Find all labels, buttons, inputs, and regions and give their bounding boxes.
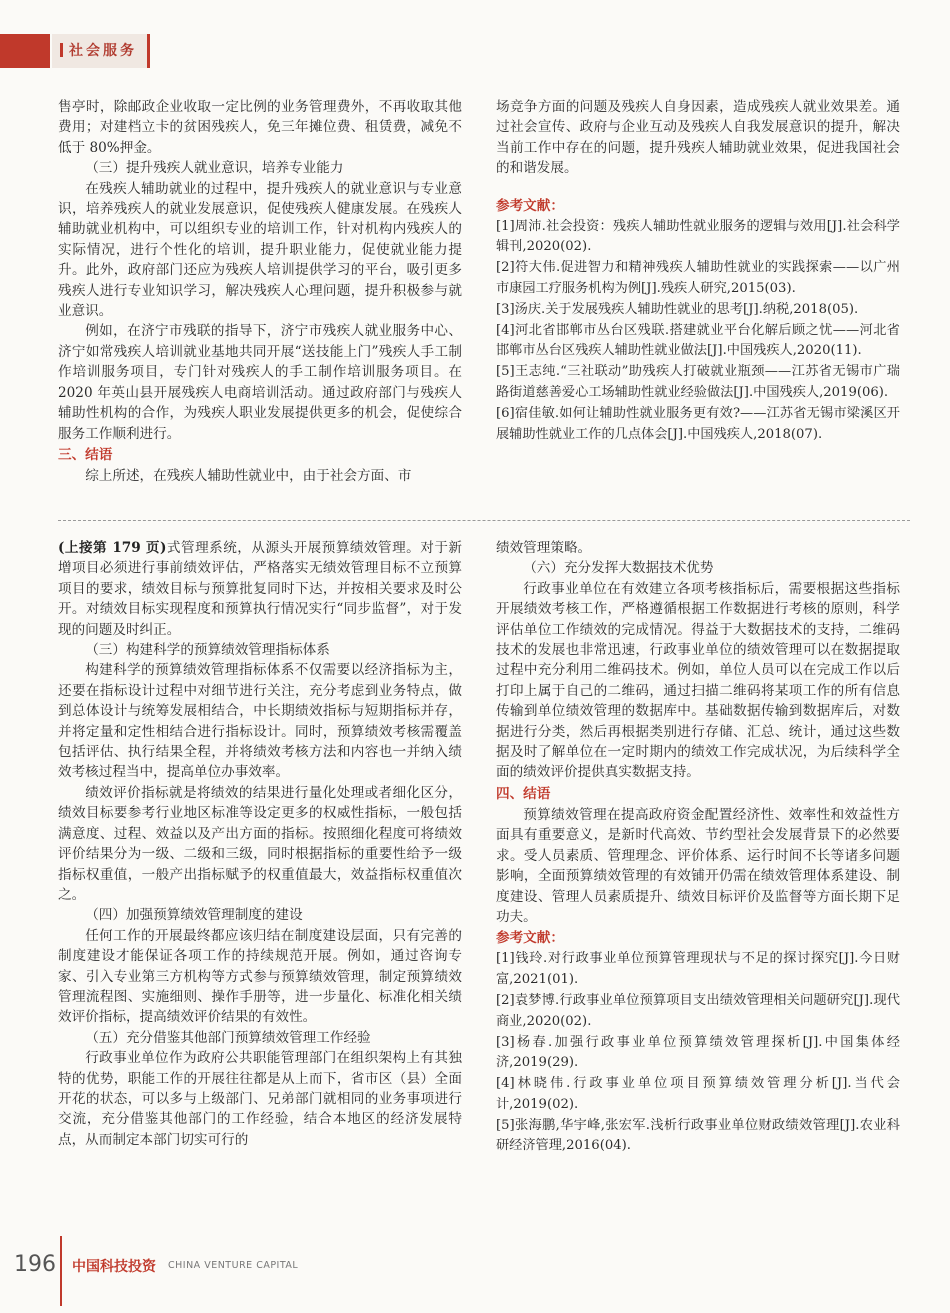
paragraph: 行政事业单位作为政府公共职能管理部门在组织架构上有其独特的优势，职能工作的开展往往都是从上而下，省市区（县）全面开花的状态，可以多与上级部门、兄弟部门就相同的业务事项进行交流，充分借鉴其他部门的工作经验，结合本地区的经济发展特点，从而制定本部门切实可行的 — [58, 1050, 462, 1148]
subheading: （三）提升残疾人就业意识，培养专业能力 — [85, 160, 344, 177]
paragraph: 售亭时，除邮政企业收取一定比例的业务管理费外，不再收取其他费用；对建档立卡的贫困残疾人，免三年摊位费、租赁费，减免不低于 80%押金。 — [58, 99, 462, 156]
subheading: （六）充分发挥大数据技术优势 — [523, 560, 714, 577]
reference-item: [5]张海鹏,华宇峰,张宏军.浅析行政事业单位财政绩效管理[J].农业科研经济管理,2016(04). — [496, 1117, 900, 1154]
paragraph: 绩效管理策略。 — [496, 540, 592, 556]
top-right-column — [496, 97, 900, 445]
top-left-column — [58, 97, 462, 486]
paragraph: 综上所述，在残疾人辅助性就业中，由于社会方面、市 — [85, 467, 412, 484]
reference-item: [1]周沛.社会投资：残疾人辅助性就业服务的逻辑与效用[J].社会科学辑刊,2020(02). — [496, 218, 900, 255]
continuation-label: (上接第 179 页) — [58, 540, 167, 556]
subheading: （四）加强预算绩效管理制度的建设 — [85, 907, 303, 924]
bottom-left-column — [58, 538, 462, 1150]
reference-item: [4]河北省邯郸市丛台区残联.搭建就业平台化解后顾之忧——河北省邯郸市丛台区残疾人辅助性就业做法[J].中国残疾人,2020(11). — [496, 322, 900, 359]
subheading: （三）构建科学的预算绩效管理指标体系 — [85, 642, 330, 659]
reference-item: [3]汤庆.关于发展残疾人辅助性就业的思考[J].纳税,2018(05). — [496, 301, 859, 317]
paragraph: 场竞争方面的问题及残疾人自身因素，造成残疾人就业效果差。通过社会宣传、政府与企业互动及残疾人自我发展意识的提升，解决当前工作中存在的问题，提升残疾人辅助就业效果，促进我国社会的和谐发展。 — [496, 99, 900, 177]
bottom-right-column — [496, 538, 900, 1157]
paragraph: 例如，在济宁市残联的指导下，济宁市残疾人就业服务中心、济宁如常残疾人培训就业基地共同开展“送技能上门”残疾人手工制作培训服务项目，专门针对残疾人的手工制作培训服务项目。在 2020 年英山县开展残疾人电商培训活动。通过政府部门与残疾人辅助性机构的合作，为残疾人职业发展提供更多的机会，促使综合服务工作顺利进行。 — [58, 323, 462, 442]
reference-item: [4]林晓伟.行政事业单位项目预算绩效管理分析[J].当代会计,2019(02). — [496, 1076, 900, 1112]
paragraph: 在残疾人辅助就业的过程中，提升残疾人的就业意识与专业意识，培养残疾人的就业发展意识，促使残疾人健康发展。在残疾人辅助就业机构中，可以组织专业的培训工作，针对机构内残疾人的实际情况，进行个性化的培训，提升职业能力，促使就业能力提升。此外，政府部门还应为残疾人培训提供学习的平台，吸引更多残疾人进行专业知识学习，解决残疾人心理问题，提升积极参与就业意识。 — [58, 180, 462, 320]
subheading: （五）充分借鉴其他部门预算绩效管理工作经验 — [85, 1029, 371, 1046]
section-label: 社会服务 — [52, 34, 150, 68]
reference-item: [6]宿佳敏.如何让辅助性就业服务更有效?——江苏省无锡市梁溪区开展辅助性就业工作的几点体会[J].中国残疾人,2018(07). — [496, 405, 900, 442]
reference-item: [1]钱玲.对行政事业单位预算管理现状与不足的探讨探究[J].今日财富,2021(01). — [496, 951, 900, 988]
reference-item: [2]符大伟.促进智力和精神残疾人辅助性就业的实践探索——以广州市康园工疗服务机构为例[J].残疾人研究,2015(03). — [496, 260, 900, 297]
paragraph: 预算绩效管理在提高政府资金配置经济性、效率性和效益性方面具有重要意义，是新时代高效、节约型社会发展背景下的必然要求。受人员素质、管理理念、评价体系、运行时间不长等诸多问题影响，全面预算绩效管理的有效铺开仍需在绩效管理体系建设、制度建设、管理人员素质提升、绩效目标评价及监督等方面长期下足功夫。 — [496, 806, 900, 925]
article-divider — [58, 520, 910, 521]
paragraph-text: 式管理系统，从源头开展预算绩效管理。对于新增项目必须进行事前绩效评估，严格落实无绩效管理目标不立预算项目的要求，绩效目标与预算批复同时下达，并按相关要求及时公开。对绩效目标实现程度和预算执行情况实行“同步监督”，对于发现的问题及时纠正。 — [58, 540, 462, 638]
reference-item: [3]杨春.加强行政事业单位预算绩效管理探析[J].中国集体经济,2019(29). — [496, 1034, 900, 1071]
journal-name: 中国科技投资 — [72, 1259, 156, 1275]
references-title: 参考文献： — [496, 930, 564, 947]
paragraph: 绩效评价指标就是将绩效的结果进行量化处理或者细化区分，绩效目标要参考行业地区标准等设定更多的权威性指标，一般包括满意度、过程、效益以及产出方面的指标。按照细化程度可将绩效评价结果分为一级、二级和三级，同时根据指标的重要性给予一级指标权重值，一般产出指标赋予的权重值最大，效益指标权重值次之。 — [58, 784, 462, 903]
header-color-block — [0, 34, 50, 68]
paragraph: 行政事业单位在有效建立各项考核指标后，需要根据这些指标开展绩效考核工作，严格遵循根据工作数据进行考核的原则，科学评估单位工作绩效的完成情况。得益于大数据技术的支持，二维码技术的发展也非常迅速，行政事业单位的绩效管理可以在数据提取过程中充分利用二维码技术。例如，单位人员可以在完成工作以后打印上属于自己的二维码，通过扫描二维码将某项工作的所有信息传输到单位绩效管理的数据库中。基础数据传输到数据库后，对数据进行分类，然后再根据类别进行存储、汇总、统计，通过这些数据及时了解单位在一定时期内的绩效工作完成状况，为后续科学全面的绩效评价提供真实数据支持。 — [496, 580, 900, 781]
page-number: 196 — [14, 1252, 56, 1277]
reference-item: [5]王志纯.“三社联动”助残疾人打破就业瓶颈——江苏省无锡市广瑞路街道慈善爱心工场辅助性就业经验做法[J].中国残疾人,2019(06). — [496, 364, 900, 400]
section-heading-conclusion: 三、结语 — [58, 446, 113, 463]
paragraph: 任何工作的开展最终都应该归结在制度建设层面，只有完善的制度建设才能保证各项工作的持续规范开展。例如，通过咨询专家、引入专业第三方机构等方式参与预算绩效管理，制定预算绩效管理流程图、实施细则、操作手册等，进一步量化、标准化相关绩效评价指标，提高绩效评价结果的有效性。 — [58, 927, 462, 1026]
reference-item: [2]袁梦博.行政事业单位预算项目支出绩效管理相关问题研究[J].现代商业,2020(02). — [496, 992, 900, 1029]
paragraph: 构建科学的预算绩效管理指标体系不仅需要以经济指标为主，还要在指标设计过程中对细节进行关注，充分考虑到业务特点，做到总体设计与统筹发展相结合，中长期绩效指标与短期指标并存，并将定量和定性相结合进行指标设计。同时，预算绩效考核需覆盖包括评估、执行结果全程，并将绩效考核方法和内容也一并纳入绩效考核过程当中，提高单位办事效率。 — [58, 662, 462, 781]
journal-name-english: CHINA VENTURE CAPITAL — [168, 1260, 299, 1271]
references-title: 参考文献： — [496, 197, 564, 214]
footer-divider — [60, 1236, 62, 1306]
section-heading-conclusion: 四、结语 — [496, 785, 551, 802]
